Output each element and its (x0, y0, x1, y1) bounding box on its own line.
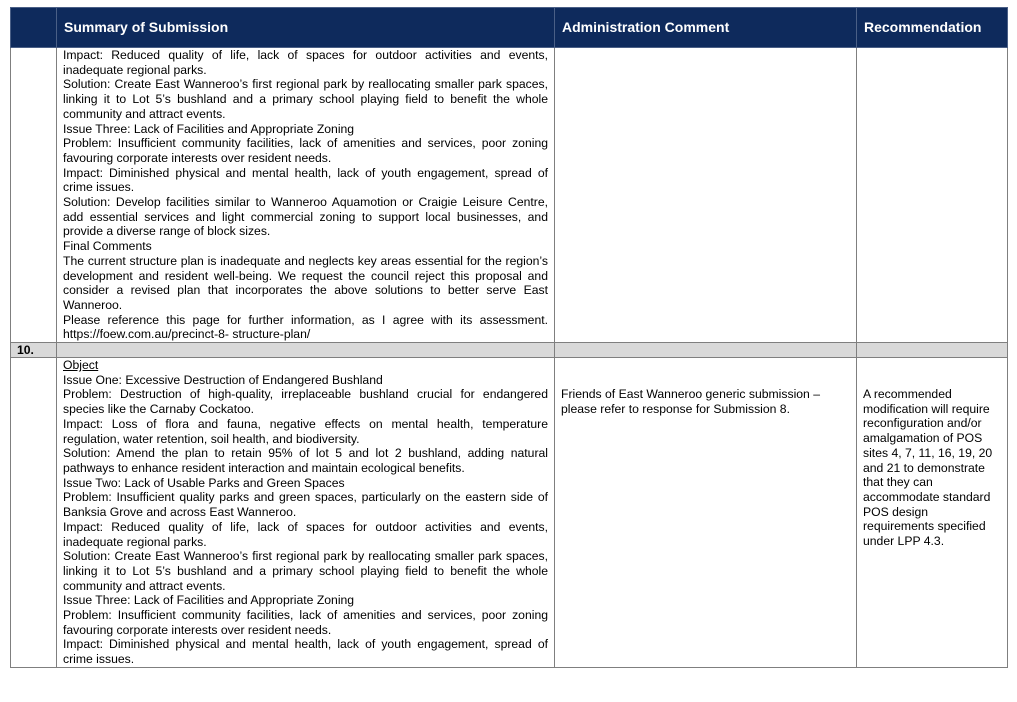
summary-paragraph: Impact: Reduced quality of life, lack of spaces for outdoor activities and events, inadequate regional parks. (63, 519, 548, 549)
summary-paragraph: Please reference this page for further information, as I agree with its assessment. https://foew.com.au/precinct-8- structure-plan/ (63, 312, 548, 342)
row-number (11, 48, 57, 343)
summary-paragraph: Issue Two: Lack of Usable Parks and Green Spaces (63, 475, 345, 490)
summary-cell (57, 48, 555, 343)
summary-paragraph: Issue One: Excessive Destruction of Endangered Bushland (63, 372, 383, 387)
summary-paragraph: The current structure plan is inadequate and neglects key areas essential for the region’s development and resident well-being. We request the council reject this proposal and consider a revised plan that incorporates the above solutions to better serve East Wanneroo. (63, 253, 548, 312)
summary-paragraph: Problem: Destruction of high-quality, irreplaceable bushland crucial for endangered species like the Carnaby Cockatoo. (63, 387, 548, 417)
summary-paragraph: Solution: Develop facilities similar to Wanneroo Aquamotion or Craigie Leisure Centre, add essential services and light commercial zoning to support local businesses, and provide a diverse range of block sizes. (63, 195, 548, 239)
submission-number-row (11, 343, 1008, 358)
divider-cell (857, 343, 1008, 358)
summary-paragraph: Impact: Diminished physical and mental health, lack of youth engagement, spread of crime issues. (63, 165, 548, 195)
object-label: Object (63, 358, 99, 373)
summary-paragraph: Problem: Insufficient community facilities, lack of amenities and services, poor zoning favouring corporate interests over resident needs. (63, 608, 548, 637)
submission-number: 10. (11, 343, 57, 358)
submissions-table (10, 7, 1008, 668)
summary-paragraph: Impact: Loss of flora and fauna, negative effects on mental health, temperature regulation, water retention, soil health, and biodiversity. (63, 416, 548, 446)
summary-paragraph: Solution: Create East Wanneroo’s first regional park by reallocating smaller park spaces, linking it to Lot 5’s bushland and a primary school playing field to benefit the whole community and attract events. (63, 77, 548, 121)
header-summary: Summary of Submission (57, 8, 555, 48)
summary-paragraph: Issue Three: Lack of Facilities and Appropriate Zoning (63, 593, 355, 608)
table-header-row (11, 8, 1008, 48)
header-recommendation: Recommendation (857, 8, 1008, 48)
header-admin-comment: Administration Comment (555, 8, 857, 48)
summary-cell (57, 358, 555, 668)
recommendation-cell: A recommended modification will require reconfiguration and/or amalgamation of POS sites 4, 7, 11, 16, 19, 20 and 21 to demonstrate that they can accommodate standard POS design requirements specified under LPP 4.3. (857, 358, 1008, 668)
table-row-submission-10 (11, 358, 1008, 668)
recommendation-cell (857, 48, 1008, 343)
divider-cell (555, 343, 857, 358)
table-row-continued (11, 48, 1008, 343)
summary-paragraph: Problem: Insufficient community facilities, lack of amenities and services, poor zoning favouring corporate interests over resident needs. (63, 136, 548, 165)
row-number (11, 358, 57, 668)
summary-paragraph: Issue Three: Lack of Facilities and Appropriate Zoning (63, 121, 355, 136)
divider-cell (57, 343, 555, 358)
summary-paragraph: Solution: Amend the plan to retain 95% of lot 5 and lot 2 bushland, adding natural pathways to enhance resident interaction and maintain ecological benefits. (63, 446, 548, 475)
header-number (11, 8, 57, 48)
summary-paragraph: Solution: Create East Wanneroo’s first regional park by reallocating smaller park spaces, linking it to Lot 5’s bushland and a primary school playing field to benefit the whole community and attract events. (63, 549, 548, 593)
admin-comment-cell: Friends of East Wanneroo generic submission – please refer to response for Submission 8. (555, 358, 857, 668)
admin-comment-cell (555, 48, 857, 343)
summary-paragraph: Problem: Insufficient quality parks and green spaces, particularly on the eastern side of Banksia Grove and across East Wanneroo. (63, 490, 548, 520)
summary-paragraph: Impact: Reduced quality of life, lack of spaces for outdoor activities and events, inadequate regional parks. (63, 48, 548, 77)
summary-paragraph: Final Comments (63, 239, 152, 254)
summary-paragraph: Impact: Diminished physical and mental health, lack of youth engagement, spread of crime issues. (63, 637, 548, 667)
